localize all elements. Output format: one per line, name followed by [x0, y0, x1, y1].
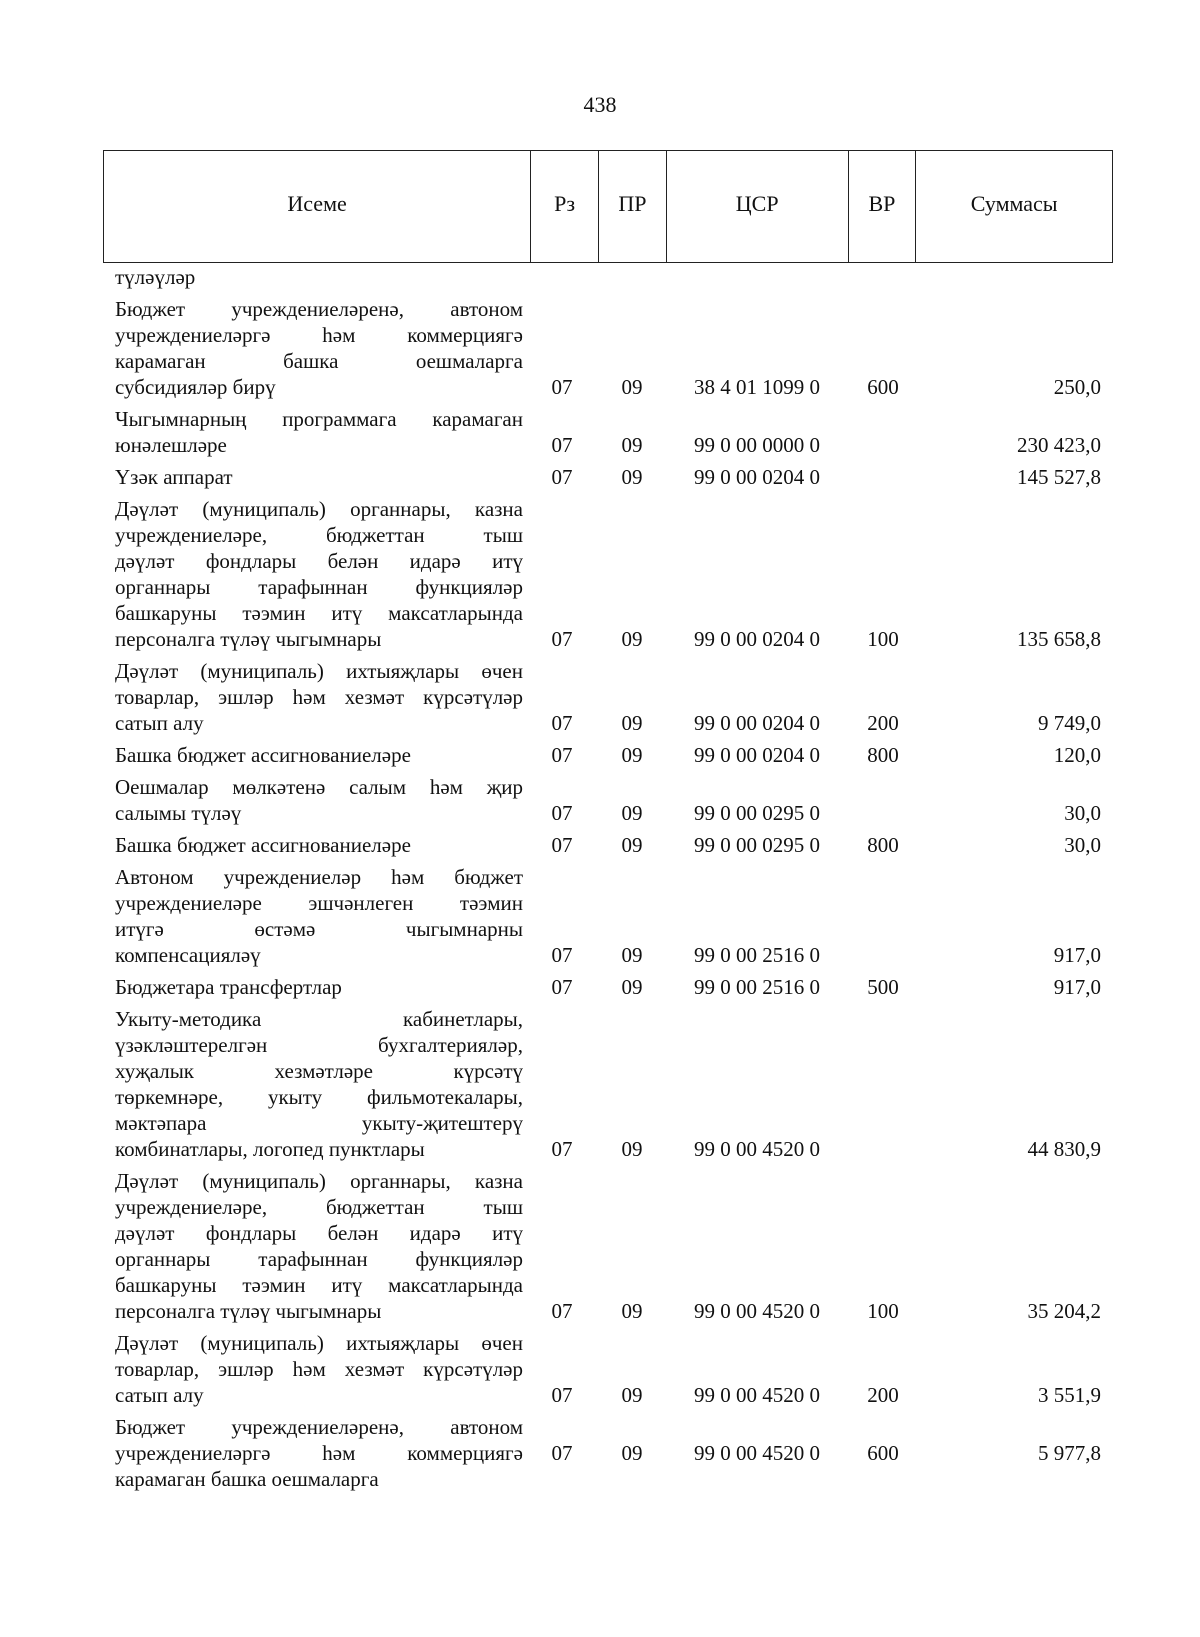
row-name-line: Укыту-методика кабинетлары,: [115, 1007, 523, 1031]
row-sum: 30,0: [1064, 833, 1101, 857]
table-row: [103, 774, 1113, 826]
row-name-line: Дәүләт (муниципаль) ихтыяҗлары өчен: [115, 659, 523, 683]
row-name: [103, 774, 523, 826]
row-name-line: Дәүләт (муниципаль) органнары, казна: [115, 1169, 523, 1193]
row-rz: 07: [551, 465, 573, 489]
row-sum: 917,0: [1053, 975, 1101, 999]
row-name-line: Бюджет учреждениеләренә, автоном: [115, 297, 523, 321]
row-name-line: компенсацияләү: [115, 943, 261, 967]
row-csr: 99 0 00 0000 0: [694, 433, 820, 457]
row-vr: 200: [867, 711, 899, 735]
row-name-line: учреждениеләре эшчәнлеген тәэмин: [115, 891, 523, 915]
row-pr: 09: [621, 1137, 643, 1161]
row-sum: 44 830,9: [1027, 1137, 1101, 1161]
row-name-line: үзәкләштерелгән бухгалтерияләр,: [115, 1033, 523, 1057]
row-name-line: Оешмалар мөлкәтенә салым һәм җир: [115, 775, 523, 799]
row-name-line: товарлар, эшләр һәм хезмәт күрсәтүләр: [115, 685, 523, 709]
row-pr: 09: [621, 627, 643, 651]
row-pr: 09: [621, 375, 643, 399]
row-sum: 120,0: [1053, 743, 1101, 767]
table-row: [103, 406, 1113, 458]
table-row: [103, 296, 1113, 400]
row-rz: 07: [551, 833, 573, 857]
row-name: [103, 974, 523, 1000]
row-pr: 09: [621, 975, 643, 999]
row-name: [103, 406, 523, 458]
row-name-line: Дәүләт (муниципаль) органнары, казна: [115, 497, 523, 521]
header-pr: ПР: [599, 151, 667, 262]
row-name: [103, 864, 523, 968]
row-sum: 250,0: [1053, 375, 1101, 399]
row-rz: 07: [551, 1137, 573, 1161]
row-sum: 135 658,8: [1017, 627, 1101, 651]
row-csr: 99 0 00 2516 0: [694, 975, 820, 999]
row-name-line: Бюджет учреждениеләренә, автоном: [115, 1415, 523, 1439]
row-csr: 99 0 00 0204 0: [694, 465, 820, 489]
row-name-line: сатып алу: [115, 711, 204, 735]
table-row: [103, 464, 1113, 490]
row-name-line: башкаруны тәэмин итү максатларында: [115, 601, 523, 625]
row-name-line: Автоном учреждениеләр һәм бюджет: [115, 865, 523, 889]
table-row: [103, 496, 1113, 652]
header-rz: Рз: [531, 151, 599, 262]
row-vr: 200: [867, 1383, 899, 1407]
row-pr: 09: [621, 801, 643, 825]
row-csr: 99 0 00 2516 0: [694, 943, 820, 967]
table-row: [103, 832, 1113, 858]
row-name-line: Бюджетара трансфертлар: [115, 975, 342, 999]
row-name-line: субсидияләр бирү: [115, 375, 276, 399]
row-name: [103, 264, 523, 290]
row-csr: 99 0 00 0204 0: [694, 743, 820, 767]
row-pr: 09: [621, 943, 643, 967]
row-rz: 07: [551, 1383, 573, 1407]
row-name-line: Дәүләт (муниципаль) ихтыяҗлары өчен: [115, 1331, 523, 1355]
row-pr: 09: [621, 465, 643, 489]
row-vr: 100: [867, 627, 899, 651]
row-pr: 09: [621, 711, 643, 735]
row-name-line: башкаруны тәэмин итү максатларында: [115, 1273, 523, 1297]
row-rz: 07: [551, 975, 573, 999]
header-vr: ВР: [849, 151, 917, 262]
row-name: [103, 496, 523, 652]
row-name-line: Чыгымнарның программага карамаган: [115, 407, 523, 431]
row-name: [103, 464, 523, 490]
table-row: [103, 1006, 1113, 1162]
row-name-line: товарлар, эшләр һәм хезмәт күрсәтүләр: [115, 1357, 523, 1381]
row-name-line: Үзәк аппарат: [115, 465, 233, 489]
row-name-line: учреждениеләре, бюджеттан тыш: [115, 523, 523, 547]
row-pr: 09: [621, 833, 643, 857]
row-csr: 38 4 01 1099 0: [694, 375, 820, 399]
row-name: [103, 1168, 523, 1324]
row-csr: 99 0 00 0295 0: [694, 833, 820, 857]
row-pr: 09: [621, 743, 643, 767]
row-rz: 07: [551, 743, 573, 767]
row-pr: 09: [621, 1299, 643, 1323]
row-vr: 600: [867, 375, 899, 399]
row-pr: 09: [621, 433, 643, 457]
row-csr: 99 0 00 4520 0: [694, 1299, 820, 1323]
row-rz: 07: [551, 943, 573, 967]
row-name-line: Башка бюджет ассигнованиеләре: [115, 743, 411, 767]
row-name: [103, 658, 523, 736]
header-csr: ЦСР: [667, 151, 849, 262]
row-name-line: мәктәпара укыту-җитештерү: [115, 1111, 523, 1135]
row-name-line: учреждениеләргә һәм коммерциягә: [115, 1441, 523, 1465]
header-sum: Суммасы: [970, 190, 1058, 216]
row-vr: 500: [867, 975, 899, 999]
row-rz: 07: [551, 1441, 573, 1465]
table-row: [103, 742, 1113, 768]
row-sum: 30,0: [1064, 801, 1101, 825]
table-header: [103, 150, 1113, 263]
header-name: Исеме: [104, 151, 531, 262]
row-name: [103, 1414, 523, 1492]
row-name-line: карамаган башка оешмаларга: [115, 1467, 379, 1491]
row-rz: 07: [551, 433, 573, 457]
row-name-line: комбинатлары, логопед пунктлары: [115, 1137, 425, 1161]
row-sum: 9 749,0: [1038, 711, 1101, 735]
page-number: 438: [583, 92, 617, 117]
table-row: [103, 864, 1113, 968]
row-csr: 99 0 00 4520 0: [694, 1441, 820, 1465]
row-csr: 99 0 00 0204 0: [694, 711, 820, 735]
row-rz: 07: [551, 801, 573, 825]
row-name-line: юнәлешләре: [115, 433, 227, 457]
row-name-line: дәүләт фондлары белән идарә итү: [115, 549, 523, 573]
row-csr: 99 0 00 0204 0: [694, 627, 820, 651]
row-csr: 99 0 00 4520 0: [694, 1383, 820, 1407]
row-csr: 99 0 00 4520 0: [694, 1137, 820, 1161]
table-row: [103, 1414, 1113, 1492]
row-name-line: салымы түләү: [115, 801, 242, 825]
row-sum: 917,0: [1053, 943, 1101, 967]
row-rz: 07: [551, 375, 573, 399]
row-name: [103, 1006, 523, 1162]
row-name-line: сатып алу: [115, 1383, 204, 1407]
table-row: [103, 974, 1113, 1000]
row-name-line: учреждениеләргә һәм коммерциягә: [115, 323, 523, 347]
row-name-line: хуҗалык хезмәтләре күрсәтү: [115, 1059, 523, 1083]
row-rz: 07: [551, 627, 573, 651]
row-rz: 07: [551, 711, 573, 735]
row-name-line: карамаган башка оешмаларга: [115, 349, 523, 373]
row-rz: 07: [551, 1299, 573, 1323]
row-name-line: органнары тарафыннан функцияләр: [115, 575, 523, 599]
row-pr: 09: [621, 1441, 643, 1465]
row-sum: 35 204,2: [1027, 1299, 1101, 1323]
table-row: [103, 264, 1113, 290]
row-name: [103, 296, 523, 400]
row-name-line: Башка бюджет ассигнованиеләре: [115, 833, 411, 857]
row-vr: 800: [867, 833, 899, 857]
table-row: [103, 1168, 1113, 1324]
table-row: [103, 658, 1113, 736]
row-vr: 600: [867, 1441, 899, 1465]
table-body: [103, 264, 1113, 1492]
row-sum: 3 551,9: [1038, 1383, 1101, 1407]
row-pr: 09: [621, 1383, 643, 1407]
row-name-line: төркемнәре, укыту фильмотекалары,: [115, 1085, 523, 1109]
row-name: [103, 742, 523, 768]
row-name-line: персоналга түләү чыгымнары: [115, 1299, 382, 1323]
row-name-line: түләүләр: [115, 265, 196, 289]
row-name-line: персоналга түләү чыгымнары: [115, 627, 382, 651]
row-sum: 230 423,0: [1017, 433, 1101, 457]
row-vr: 800: [867, 743, 899, 767]
row-name-line: дәүләт фондлары белән идарә итү: [115, 1221, 523, 1245]
row-name: [103, 1330, 523, 1408]
row-csr: 99 0 00 0295 0: [694, 801, 820, 825]
row-name-line: учреждениеләре, бюджеттан тыш: [115, 1195, 523, 1219]
row-vr: 100: [867, 1299, 899, 1323]
row-name-line: органнары тарафыннан функцияләр: [115, 1247, 523, 1271]
row-sum: 145 527,8: [1017, 465, 1101, 489]
row-name-line: итүгә өстәмә чыгымнарны: [115, 917, 523, 941]
row-name: [103, 832, 523, 858]
row-sum: 5 977,8: [1038, 1441, 1101, 1465]
table-row: [103, 1330, 1113, 1408]
